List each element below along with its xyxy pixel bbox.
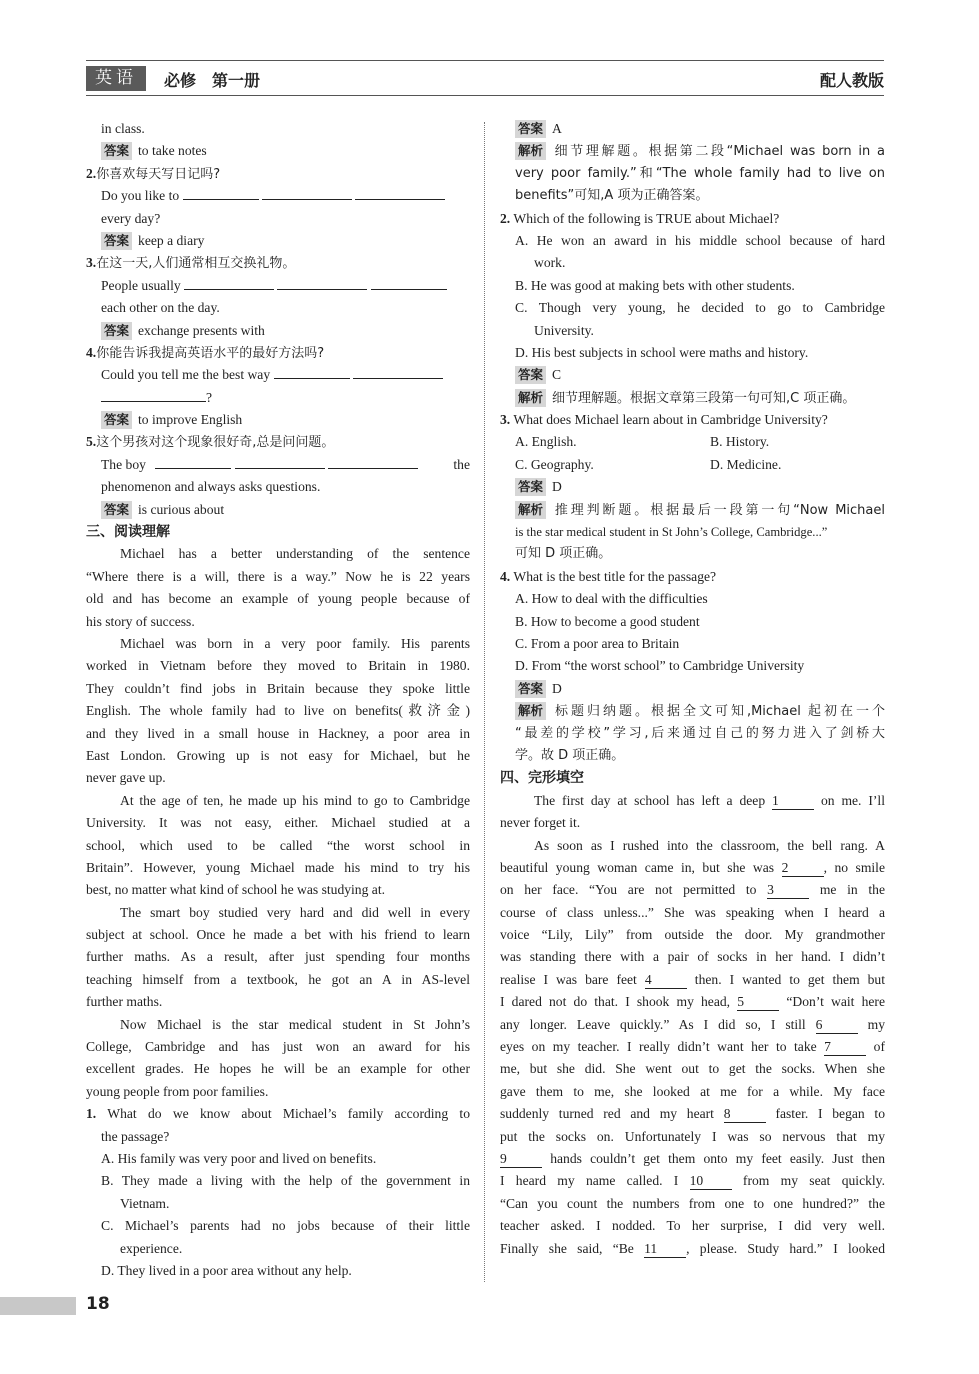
option-c: C. From a poor area to Britain	[515, 635, 680, 651]
passage-line: University. It was not easy, either. Michael studied at a	[86, 815, 470, 831]
prompt-text: People usually	[101, 277, 181, 293]
answer-text: keep a diary	[138, 232, 205, 248]
analysis-text: 标题归纳题。根据全文可知,Michael 起初在一个	[552, 704, 885, 720]
cloze-blank: 6	[816, 1017, 858, 1034]
cloze-line: voice “Lily, Lily” from outside the door. My grandmother	[500, 927, 885, 943]
passage-line: At the age of ten, he made up his mind to go to Cambridge	[120, 792, 470, 808]
option-b: B. How to become a good student	[515, 613, 700, 629]
blank	[235, 454, 325, 469]
answer-text: exchange presents with	[138, 322, 265, 338]
question-text: the passage?	[101, 1128, 170, 1144]
passage-line: “Where there is a will, there is a way.” Now he is 22 years	[86, 568, 470, 584]
fill-line	[86, 387, 470, 409]
cloze-line: eyes on my teacher. I really didn’t want her to take 7 of	[500, 1039, 885, 1055]
cloze-line: gave them to me, she looked at me for a while. My face	[500, 1083, 885, 1099]
passage-line: They couldn’t find jobs in Britain because they spoke little	[86, 680, 470, 696]
answer-tag: 答案	[101, 232, 132, 250]
blank	[274, 364, 350, 379]
cloze-blank: 8	[724, 1106, 766, 1123]
analysis-text: 细节理解题。根据文章第三段第一句可知,C 项正确。	[552, 390, 856, 406]
question-number: 1.	[86, 1106, 97, 1122]
answer-text: to take notes	[138, 143, 207, 159]
analysis-tag: 解析	[515, 702, 546, 720]
blank	[101, 387, 206, 402]
answer-line	[500, 364, 885, 386]
answer-tag: 答案	[101, 142, 132, 160]
cloze-line: never forget it.	[500, 815, 581, 831]
passage-paragraph-1	[86, 543, 470, 633]
blank	[353, 364, 443, 379]
passage-paragraph-2	[86, 633, 470, 790]
passage-paragraph-4	[86, 902, 470, 1014]
passage-line: Michael has a better understanding of the sentence	[120, 546, 470, 562]
fill-line	[86, 275, 470, 297]
cloze-line: any longer. Leave quickly.” As I did so, I still 6 my	[500, 1016, 885, 1032]
option-b: B. He was good at making bets with other students.	[515, 277, 795, 293]
cloze-line: I dared not do that. I shook my head, 5 “Don’t wait here	[500, 994, 885, 1010]
option-c-cont: experience.	[120, 1240, 183, 1256]
reading-question-4	[500, 566, 885, 588]
question-number: 2.	[500, 210, 511, 226]
passage-line: best, no matter what kind of school he was studying at.	[86, 882, 386, 898]
answer-tag: 答案	[515, 366, 546, 384]
analysis-line	[500, 140, 885, 162]
cloze-line: me, but she did. She went out to get the socks. When she	[500, 1061, 885, 1077]
answer-line	[86, 320, 470, 342]
passage-line: school, which used to be called “the worst school in	[86, 837, 470, 853]
analysis-text: very poor family.”和“The whole family had to live on	[515, 165, 885, 181]
cloze-line: course of class unless...” She was speaking when I heard a	[500, 904, 885, 920]
passage-line: teaching himself from a textbook, he got an A in AS-level	[86, 971, 470, 987]
cloze-line: teacher asked. I nodded. To her surprise, I did very well.	[500, 1218, 885, 1234]
answer-text: D	[552, 680, 562, 696]
answer-text: to improve English	[138, 412, 243, 428]
reading-question-1	[86, 1103, 470, 1125]
passage-line: old and has become an example of young people because of	[86, 591, 470, 607]
analysis-text: 学。故 D 项正确。	[515, 747, 625, 763]
section-heading-reading: 三、阅读理解	[86, 524, 170, 541]
cloze-blank: 5	[737, 994, 779, 1011]
cloze-blank: 7	[824, 1039, 866, 1056]
blank	[183, 185, 259, 200]
answer-line	[86, 499, 470, 521]
question-number: 4.	[86, 344, 97, 360]
prompt-text: ?	[206, 389, 213, 405]
passage-line: The smart boy studied very hard and did well in every	[120, 904, 470, 920]
question-5-chinese	[86, 431, 470, 453]
question-2-chinese	[86, 163, 470, 185]
passage-line: excellent grades. He hopes he will be an example for other	[86, 1061, 470, 1077]
section-heading-cloze: 四、完形填空	[500, 770, 584, 787]
option-d: D. Medicine.	[710, 456, 782, 472]
analysis-line	[500, 387, 885, 409]
cloze-line: put the socks on. Unfortunately I was so nervous that my	[500, 1128, 885, 1144]
options-row	[500, 431, 885, 453]
answer-tag: 答案	[101, 501, 132, 519]
passage-line: further maths.	[86, 994, 163, 1010]
option-c: C. Michael’s parents had no jobs because of their little	[101, 1218, 470, 1234]
analysis-text: 推理判断题。根据最后一段第一句“Now Michael	[552, 502, 885, 518]
question-number: 3.	[86, 255, 97, 271]
answer-tag: 答案	[515, 680, 546, 698]
analysis-tag: 解析	[515, 389, 546, 407]
prompt-text: Could you tell me the best way	[101, 367, 271, 383]
answer-text: is curious about	[138, 501, 225, 517]
cloze-blank: 4	[645, 972, 687, 989]
analysis-tag: 解析	[515, 142, 546, 160]
question-4-chinese	[86, 342, 470, 364]
question-number: 2.	[86, 165, 97, 181]
cloze-line: I heard my name called. I 10 from my seat quickly.	[500, 1173, 885, 1189]
prompt-text: the	[453, 456, 470, 472]
option-b: B. They made a living with the help of the government in	[101, 1173, 470, 1189]
question-number: 4.	[500, 568, 511, 584]
passage-line: worked in Vietnam before they moved to Britain in 1980.	[86, 658, 470, 674]
subject-badge: 英语	[86, 66, 146, 91]
option-b-cont: Vietnam.	[120, 1195, 170, 1211]
cloze-line: beautiful young woman came in, but she was 2 , no smile	[500, 859, 885, 875]
question-text: What do we know about Michael’s family according to	[107, 1106, 470, 1122]
column-divider	[484, 122, 485, 1282]
question-text: Which of the following is TRUE about Michael?	[513, 210, 780, 226]
option-c: C. Though very young, he decided to go to Cambridge	[515, 300, 885, 316]
cloze-blank: 10	[690, 1173, 732, 1190]
question-text: What is the best title for the passage?	[513, 568, 717, 584]
left-column	[86, 118, 470, 1282]
cloze-line: realise I was bare feet 4 then. I wanted to get them but	[500, 971, 885, 987]
option-b: B. History.	[710, 434, 770, 450]
answer-text: D	[552, 479, 562, 495]
cloze-line: was standing there with a pair of socks in her hand. I didn’t	[500, 949, 885, 965]
fill-line	[86, 185, 470, 207]
analysis-text: 可知 D 项正确。	[515, 546, 612, 562]
cloze-line: suddenly turned red and my heart 8 faster. I began to	[500, 1106, 885, 1122]
passage-line: Britain”. However, young Michael made his mind to try his	[86, 859, 470, 875]
option-a-cont: work.	[534, 255, 566, 271]
option-a: A. How to deal with the difficulties	[515, 591, 708, 607]
reading-question-2	[500, 208, 885, 230]
option-a: A. His family was very poor and lived on benefits.	[101, 1150, 377, 1166]
blank	[355, 185, 445, 200]
answer-tag: 答案	[101, 411, 132, 429]
analysis-line	[500, 499, 885, 521]
cloze-blank: 3	[767, 882, 809, 899]
question-number: 5.	[86, 434, 97, 450]
option-d: D. His best subjects in school were maths and history.	[515, 344, 809, 360]
options-row	[500, 454, 885, 476]
text-line: phenomenon and always asks questions.	[101, 479, 321, 495]
answer-tag: 答案	[515, 120, 546, 138]
passage-line: Now Michael is the star medical student in St John’s	[120, 1016, 470, 1032]
cloze-line: 9 hands couldn’t get them onto my feet easily. Just then	[500, 1150, 885, 1166]
passage-line: English. The whole family had to live on benefits(救济金)	[86, 703, 470, 719]
passage-line: and they lived in a small house in Hackney, a poor area in	[86, 725, 470, 741]
passage-line: young people from poor families.	[86, 1083, 269, 1099]
page-number: 18	[86, 1294, 110, 1314]
passage-line: College, Cambridge and has just won an award for his	[86, 1039, 470, 1055]
blank	[371, 275, 447, 290]
cloze-line: The first day at school has left a deep 1 on me. I’ll	[534, 792, 885, 808]
answer-line	[86, 409, 470, 431]
fill-line	[86, 454, 470, 476]
cloze-blank: 9	[500, 1151, 542, 1168]
page-header	[86, 60, 884, 96]
passage-paragraph-5	[86, 1014, 470, 1104]
blank	[262, 185, 352, 200]
question-text: 你能告诉我提高英语水平的最好方法吗?	[96, 345, 325, 361]
analysis-text: is the star medical student in St John’s College, Cambridge...”	[515, 525, 828, 540]
answer-text: A	[552, 121, 562, 136]
right-column	[500, 118, 885, 1260]
question-text: What does Michael learn about in Cambridge University?	[513, 412, 828, 428]
answer-line	[86, 140, 470, 162]
reading-question-3	[500, 409, 885, 431]
passage-paragraph-3	[86, 790, 470, 902]
option-a: A. He won an award in his middle school because of hard	[515, 232, 885, 248]
cloze-line: As soon as I rushed into the classroom, the bell rang. A	[534, 837, 885, 853]
answer-line	[500, 678, 885, 700]
blank	[155, 454, 231, 469]
blank	[277, 275, 367, 290]
answer-text: C	[552, 367, 562, 383]
passage-line: further maths. As a result, after just spending four months	[86, 949, 470, 965]
blank	[328, 454, 418, 469]
text-line: in class.	[101, 121, 145, 136]
analysis-tag: 解析	[515, 501, 546, 519]
analysis-line	[500, 700, 885, 722]
page-number-bar	[0, 1297, 76, 1315]
prompt-text: The boy	[101, 456, 146, 472]
question-text: 这个男孩对这个现象很好奇,总是问问题。	[96, 435, 335, 451]
blank	[184, 275, 274, 290]
cloze-passage	[500, 790, 885, 1260]
answer-tag: 答案	[515, 478, 546, 496]
option-a: A. English.	[515, 434, 577, 450]
cloze-line: Finally she said, “Be 11 , please. Study hard.” I looked	[500, 1240, 885, 1256]
analysis-text: 细节理解题。根据第二段“Michael was born in a	[552, 144, 885, 160]
cloze-blank: 11	[644, 1241, 686, 1258]
book-title: 必修 第一册	[164, 71, 261, 90]
analysis-text: “最差的学校”学习,后来通过自己的努力进入了剑桥大	[515, 725, 885, 741]
prompt-text: Do you like to	[101, 188, 180, 204]
cloze-line: on her face. “You are not permitted to 3 me in the	[500, 882, 885, 898]
text-line: each other on the day.	[101, 300, 220, 316]
question-3-chinese	[86, 252, 470, 274]
passage-line: never gave up.	[86, 770, 166, 786]
question-number: 3.	[500, 412, 511, 428]
question-text: 在这一天,人们通常相互交换礼物。	[96, 256, 296, 272]
answer-line	[500, 118, 885, 140]
fill-line	[86, 364, 470, 386]
question-text: 你喜欢每天写日记吗?	[96, 166, 221, 182]
passage-line: subject at school. Once he made a bet with his friend to learn	[86, 927, 470, 943]
edition-label: 配人教版	[819, 71, 884, 90]
option-c: C. Geography.	[515, 456, 594, 472]
cloze-line: “Can you count the numbers from one to one hundred?” the	[500, 1195, 885, 1211]
option-d: D. From “the worst school” to Cambridge University	[515, 658, 805, 674]
option-d: D. They lived in a poor area without any help.	[101, 1262, 352, 1278]
option-c-cont: University.	[534, 322, 594, 338]
analysis-text: benefits”可知,A 项为正确答案。	[515, 188, 709, 204]
passage-line: East London. Growing up is not easy for Michael, but he	[86, 747, 470, 763]
passage-line: his story of success.	[86, 613, 195, 629]
answer-line	[86, 230, 470, 252]
cloze-blank: 1	[772, 793, 814, 810]
text-line: every day?	[101, 210, 161, 226]
answer-line	[500, 476, 885, 498]
answer-tag: 答案	[101, 322, 132, 340]
cloze-blank: 2	[782, 860, 824, 877]
passage-line: Michael was born in a very poor family. His parents	[120, 635, 470, 651]
